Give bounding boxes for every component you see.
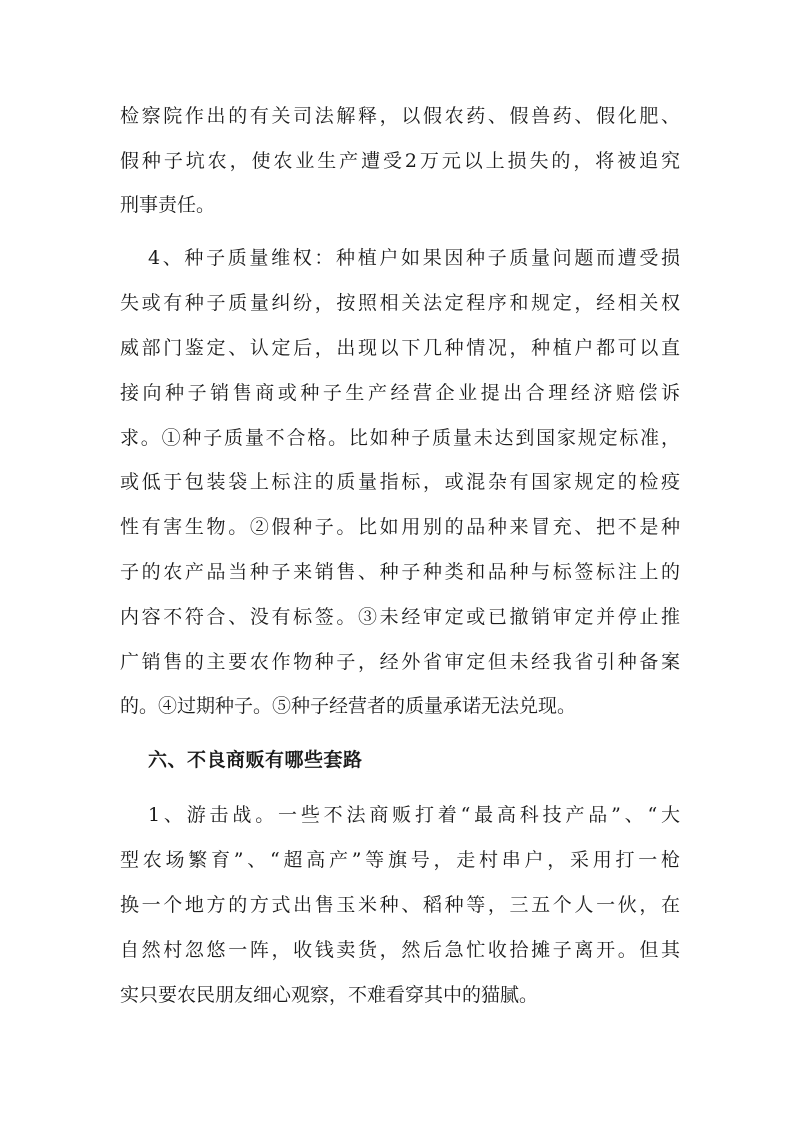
text-line: 内容不符合、没有标签。③未经审定或已撤销审定并停止推: [120, 606, 680, 628]
text-line: 子的农产品当种子来销售、种子种类和品种与标签标注上的: [120, 561, 680, 583]
text-line: 换一个地方的方式出售玉米种、稻种等，三五个人一伙，在: [120, 894, 680, 916]
text-line: 或低于包装袋上标注的质量指标，或混杂有国家规定的检疫: [120, 471, 680, 493]
text-line: 假种子坑农，使农业生产遭受2万元以上损失的，将被追究: [120, 150, 680, 172]
text-line: 实只要农民朋友细心观察，不难看穿其中的猫腻。: [120, 984, 539, 1006]
text-line: 刑事责任。: [120, 194, 216, 216]
text-line: 4、种子质量维权：种植户如果因种子质量问题而遭受损: [148, 247, 680, 269]
text-line: 接向种子销售商或种子生产经营企业提出合理经济赔偿诉: [120, 382, 680, 404]
text-line: 失或有种子质量纠纷，按照相关法定程序和规定，经相关权: [120, 292, 680, 314]
text-line: 型农场繁育”、“超高产”等旗号，走村串户，采用打一枪: [120, 849, 680, 871]
section-heading: 六、不良商贩有哪些套路: [148, 749, 363, 771]
text-line: 的。④过期种子。⑤种子经营者的质量承诺无法兑现。: [120, 695, 577, 717]
text-line: 广销售的主要农作物种子，经外省审定但未经我省引种备案: [120, 651, 680, 673]
text-line: 检察院作出的有关司法解释，以假农药、假兽药、假化肥、: [120, 105, 680, 127]
text-line: 威部门鉴定、认定后，出现以下几种情况，种植户都可以直: [120, 337, 680, 359]
text-line: 自然村忽悠一阵，收钱卖货，然后急忙收拾摊子离开。但其: [120, 939, 680, 961]
text-line: 求。①种子质量不合格。比如种子质量未达到国家规定标准，: [120, 427, 680, 449]
text-line: 1、游击战。一些不法商贩打着“最高科技产品”、“大: [148, 804, 680, 826]
text-line: 性有害生物。②假种子。比如用别的品种来冒充、把不是种: [120, 516, 680, 538]
